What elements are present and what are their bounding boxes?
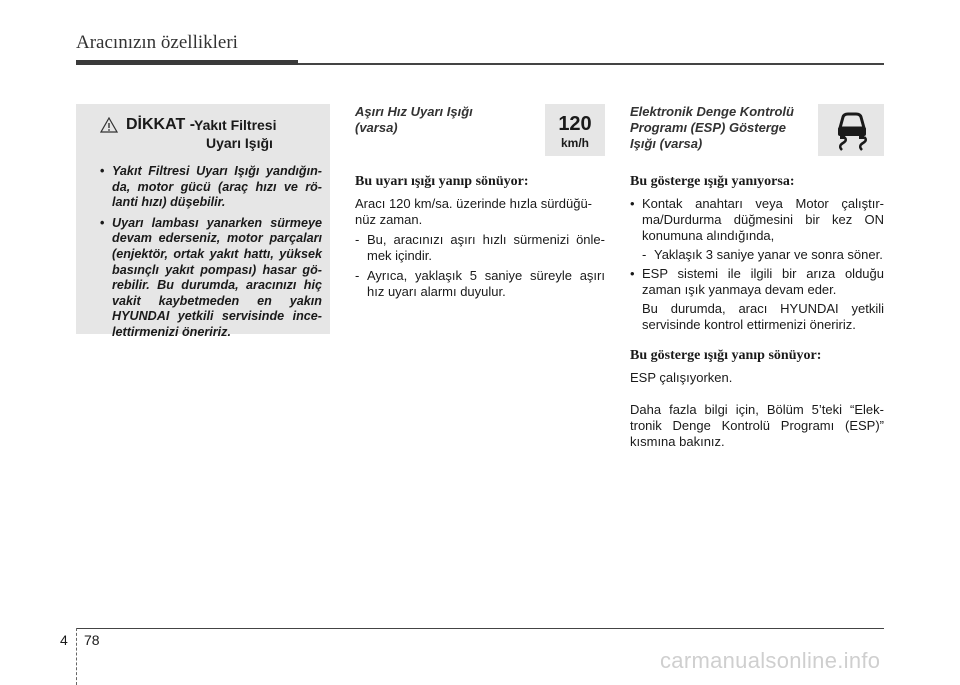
watermark: carmanualsonline.info: [660, 648, 881, 673]
esp-subheading-blink: Bu gösterge ışığı yanıp sönüyor:: [630, 348, 822, 363]
caution-item: • Yakıt Filtresi Uyarı Işığı yandığın- da, motor gücü (araç hızı ve rö- lanti hızı) düşebilir.: [90, 164, 322, 211]
header-rule-accent: [76, 60, 298, 65]
section-number: 4: [60, 632, 68, 648]
esp-blink-text: ESP çalışıyorken.: [630, 370, 733, 385]
page-number: 78: [84, 632, 100, 648]
overspeed-icon-unit: km/h: [560, 136, 589, 150]
caution-title-line1: Yakıt Filtresi: [194, 117, 277, 133]
caution-label: DİKKAT -: [126, 116, 196, 133]
footer-divider: [76, 628, 77, 685]
footer-rule: [76, 628, 884, 629]
overspeed-icon-value: 120: [558, 113, 592, 135]
esp-subitem: - Yaklaşık 3 saniye yanar ve sonra söner.: [642, 247, 883, 262]
esp-indicator-icon: [818, 104, 884, 156]
overspeed-subheading: Bu uyarı ışığı yanıp sönüyor:: [355, 174, 529, 189]
esp-more-info: Daha fazla bilgi için, Bölüm 5’teki “Elek- tronik Denge Kontrolü Programı (ESP)” kısmına bakınız.: [630, 402, 884, 449]
esp-skid-icon: [818, 104, 884, 156]
warning-triangle-icon: [100, 117, 118, 133]
esp-item: • ESP sistemi ile ilgili bir arıza olduğu zaman ışık yanmaya devam eder.: [630, 266, 884, 297]
caution-title-line2: Uyarı Işığı: [206, 135, 273, 151]
page-header-title: Aracınızın özellikleri: [76, 32, 238, 53]
caution-item: • Uyarı lambası yanarken sürmeye devam ederseniz, motor parçaları (enjektör, ortak yakıt hattı, yüksek basınçlı yakıt pompası) hasar gö- rebilir. Bu durumda, aracınızı hiç vakit kaybetmeden en yakın HYUNDAI yetkili servisinde ince- lettirmenizi öneririz.: [90, 216, 322, 341]
caution-header: [90, 116, 322, 156]
esp-subheading-on: Bu gösterge ışığı yanıyorsa:: [630, 174, 795, 189]
caution-list: [90, 164, 322, 341]
overspeed-intro: Aracı 120 km/sa. üzerinde hızla sürdüğü- nüz zaman.: [355, 196, 593, 227]
overspeed-item: - Ayrıca, yaklaşık 5 saniye süreyle aşırı hız uyarı alarmı duyulur.: [355, 268, 605, 299]
esp-item: • Kontak anahtarı veya Motor çalıştır- ma/Durdurma düğmesini bir kez ON konumuna alındığında,: [630, 196, 884, 243]
overspeed-warning-icon: [545, 104, 605, 156]
caution-box: [76, 104, 330, 339]
esp-heading: Elektronik Denge Kontrolü Programı (ESP) Gösterge Işığı (varsa): [630, 104, 794, 151]
esp-note: Bu durumda, aracı HYUNDAI yetkili servisinde kontrol ettirmenizi öneririz.: [642, 301, 884, 332]
overspeed-item: - Bu, aracınızı aşırı hızlı sürmenizi önle- mek içindir.: [355, 232, 605, 263]
overspeed-heading: Aşırı Hız Uyarı Işığı (varsa): [355, 104, 473, 135]
esp-section: [630, 104, 884, 454]
